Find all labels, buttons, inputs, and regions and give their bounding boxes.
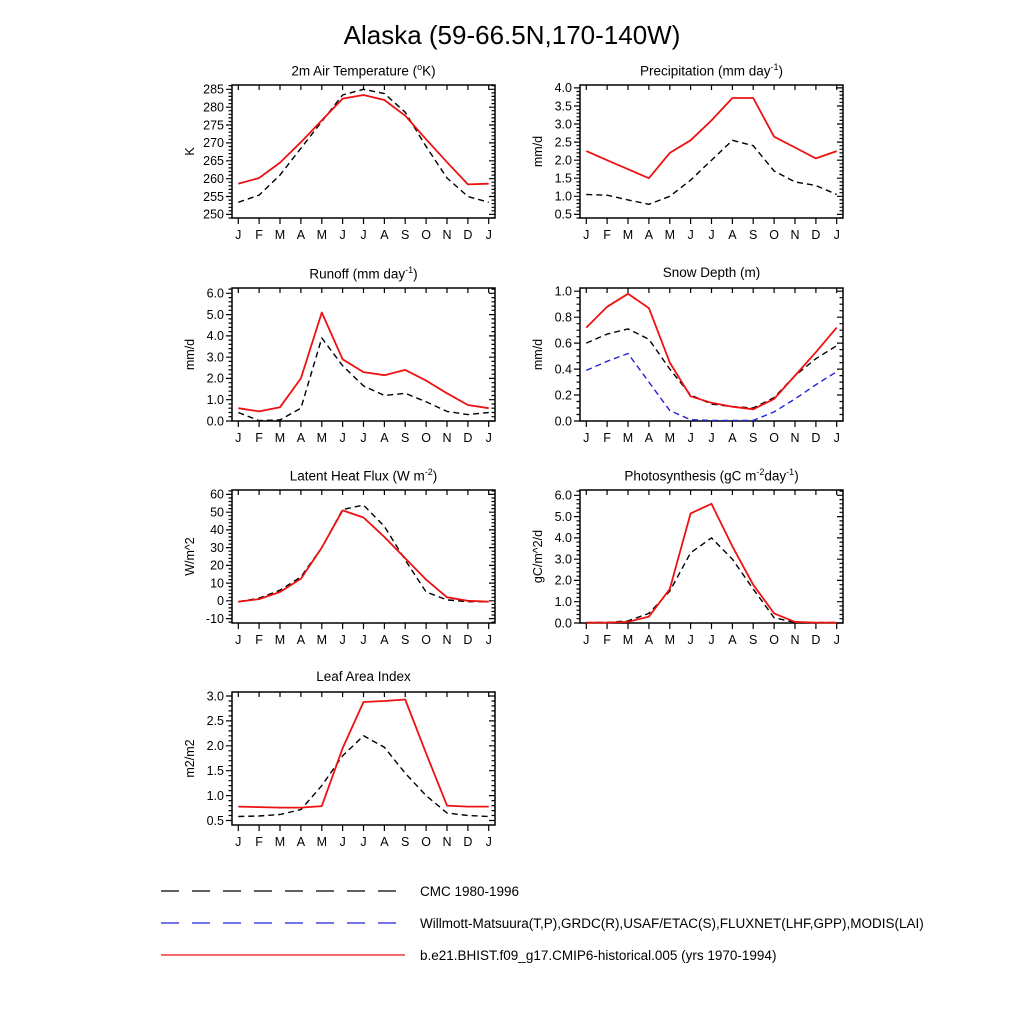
svg-text:J: J [708,431,715,445]
svg-text:A: A [644,228,654,242]
svg-text:J: J [235,228,242,242]
svg-text:0.2: 0.2 [554,388,572,403]
leaf-area-index-chart [176,684,510,858]
svg-text:A: A [728,431,737,445]
panel-latent-heat-flux [176,456,510,656]
svg-text:O: O [769,431,779,445]
y-axis-label: mm/d [531,135,545,168]
svg-text:S: S [401,228,410,242]
svg-text:M: M [622,228,634,242]
runoff-chart [176,280,510,454]
svg-text:F: F [255,633,263,647]
photosynthesis-chart [524,482,858,656]
svg-text:M: M [274,228,286,242]
svg-text:N: N [790,431,800,445]
panel-title: Snow Depth (m) [662,265,761,280]
svg-text:2.0: 2.0 [206,371,224,386]
svg-text:F: F [603,633,611,647]
svg-text:M: M [664,228,676,242]
svg-text:J: J [833,431,840,445]
svg-text:50: 50 [210,505,224,520]
svg-text:S: S [749,431,758,445]
svg-text:J: J [339,228,346,242]
svg-text:N: N [790,228,800,242]
svg-text:1.5: 1.5 [206,764,224,778]
svg-text:1.5: 1.5 [554,171,572,186]
svg-text:A: A [296,835,306,849]
svg-text:J: J [235,835,242,849]
svg-text:A: A [296,228,306,242]
panel-precipitation [524,51,858,251]
svg-text:D: D [463,633,473,647]
svg-text:30: 30 [210,540,224,555]
svg-text:265: 265 [203,154,224,169]
svg-text:60: 60 [210,487,224,502]
svg-text:D: D [463,228,473,242]
svg-text:0.5: 0.5 [554,207,572,222]
svg-text:A: A [728,228,737,242]
air-temperature-chart [176,77,510,251]
svg-text:0.4: 0.4 [554,362,572,377]
svg-text:A: A [380,633,389,647]
svg-text:M: M [274,835,286,849]
svg-text:A: A [380,431,389,445]
panel-title: Precipitation (mm day$^{-1}$) [639,62,784,79]
svg-text:A: A [644,431,654,445]
svg-text:J: J [833,228,840,242]
svg-text:J: J [687,228,694,242]
svg-text:M: M [664,633,676,647]
svg-text:M: M [316,228,328,242]
svg-text:2.0: 2.0 [206,739,224,754]
svg-text:M: M [664,431,676,445]
svg-text:3.0: 3.0 [554,552,572,567]
svg-text:2.5: 2.5 [554,135,572,150]
svg-text:A: A [296,431,306,445]
svg-text:10: 10 [210,576,224,591]
svg-text:O: O [421,431,431,445]
svg-text:F: F [603,431,611,445]
y-axis-label: mm/d [531,338,545,371]
svg-text:J: J [339,431,346,445]
precipitation-chart [524,77,858,251]
panel-title: 2m Air Temperature ($^o$K) [291,62,436,79]
legend-label: CMC 1980-1996 [420,883,520,899]
svg-text:0: 0 [217,594,224,609]
legend-entry-willmott [160,914,1010,932]
panel-title: Leaf Area Index [316,669,411,684]
svg-text:N: N [442,431,452,445]
svg-text:J: J [360,835,367,849]
svg-text:D: D [463,431,473,445]
svg-text:M: M [274,431,286,445]
svg-text:0.8: 0.8 [554,310,572,325]
panel-leaf-area-index [176,658,510,858]
svg-text:0.0: 0.0 [554,616,572,631]
panel-title: Latent Heat Flux (W $m^{-2}$) [289,467,438,484]
y-axis-label: W/m^2 [183,537,197,576]
legend-label: b.e21.BHIST.f09_g17.CMIP6-historical.005 (yrs 1970-1994) [420,947,777,963]
svg-text:3.5: 3.5 [554,99,572,114]
svg-text:S: S [749,228,758,242]
svg-text:A: A [380,835,389,849]
svg-text:255: 255 [203,189,224,204]
svg-text:1.0: 1.0 [554,284,572,299]
svg-text:1.0: 1.0 [206,788,224,803]
svg-text:F: F [255,431,263,445]
svg-text:J: J [708,633,715,647]
svg-text:1.0: 1.0 [554,189,572,204]
svg-text:N: N [442,633,452,647]
svg-text:J: J [360,633,367,647]
svg-text:2.0: 2.0 [554,573,572,588]
svg-text:J: J [687,633,694,647]
legend-line-dashed-black [160,882,406,900]
svg-text:O: O [769,633,779,647]
svg-text:D: D [811,228,821,242]
svg-text:3.0: 3.0 [554,117,572,132]
legend-entry-cmc [160,882,1010,900]
svg-text:O: O [769,228,779,242]
svg-text:J: J [833,633,840,647]
svg-text:J: J [687,431,694,445]
svg-text:N: N [442,835,452,849]
svg-text:J: J [583,431,590,445]
svg-text:F: F [603,228,611,242]
svg-text:M: M [622,633,634,647]
svg-text:0.6: 0.6 [554,336,572,351]
y-axis-label: m2/m2 [183,739,197,778]
svg-text:J: J [235,431,242,445]
svg-text:A: A [380,228,389,242]
svg-text:M: M [622,431,634,445]
legend-entry-model [160,946,1010,964]
svg-text:S: S [401,835,410,849]
figure-title: Alaska (59-66.5N,170-140W) [343,20,681,50]
svg-text:O: O [421,633,431,647]
svg-text:4.0: 4.0 [554,531,572,546]
svg-text:275: 275 [203,118,224,133]
svg-text:D: D [811,431,821,445]
svg-text:3.0: 3.0 [206,350,224,365]
svg-text:D: D [463,835,473,849]
svg-text:A: A [728,633,737,647]
legend [160,882,1010,978]
svg-text:D: D [811,633,821,647]
svg-text:J: J [485,835,492,849]
legend-line-solid-red [160,946,406,964]
panel-photosynthesis [524,456,858,656]
panel-runoff [176,254,510,454]
svg-text:N: N [790,633,800,647]
svg-text:5.0: 5.0 [206,307,224,322]
svg-text:20: 20 [210,558,224,573]
svg-text:J: J [583,633,590,647]
svg-text:270: 270 [203,136,224,151]
svg-text:J: J [339,835,346,849]
latent-heat-flux-chart [176,482,510,656]
svg-text:1.0: 1.0 [206,393,224,407]
svg-text:N: N [442,228,452,242]
svg-text:F: F [255,228,263,242]
svg-text:J: J [235,633,242,647]
svg-text:O: O [421,228,431,242]
panel-air-temperature [176,51,510,251]
svg-text:O: O [421,835,431,849]
legend-line-dashed-blue [160,914,406,932]
svg-text:J: J [583,228,590,242]
svg-text:3.0: 3.0 [206,689,224,704]
svg-text:280: 280 [203,100,224,115]
svg-text:40: 40 [210,523,224,538]
svg-text:5.0: 5.0 [554,509,572,524]
panel-title: Runoff (mm day$^{-1}$) [309,265,418,282]
svg-text:A: A [644,633,654,647]
svg-text:M: M [316,431,328,445]
svg-text:285: 285 [203,82,224,97]
svg-text:250: 250 [203,207,224,222]
svg-text:A: A [296,633,306,647]
svg-text:M: M [316,835,328,849]
svg-text:F: F [255,835,263,849]
svg-text:J: J [485,228,492,242]
svg-text:J: J [360,431,367,445]
svg-text:J: J [485,431,492,445]
snow-depth-chart [524,280,858,454]
panel-snow-depth [524,254,858,454]
svg-text:0.5: 0.5 [206,813,224,828]
legend-label: Willmott-Matsuura(T,P),GRDC(R),USAF/ETAC(S),FLUXNET(LHF,GPP),MODIS(LAI) [420,915,924,931]
svg-text:S: S [401,431,410,445]
y-axis-label: gC/m^2/d [531,529,545,584]
svg-text:2.0: 2.0 [554,153,572,168]
svg-text:1.0: 1.0 [554,595,572,609]
svg-text:-10: -10 [205,611,224,626]
svg-text:S: S [749,633,758,647]
svg-text:2.5: 2.5 [206,714,224,729]
svg-text:260: 260 [203,172,224,186]
svg-text:4.0: 4.0 [206,329,224,344]
svg-text:6.0: 6.0 [554,488,572,503]
svg-text:J: J [339,633,346,647]
svg-text:S: S [401,633,410,647]
svg-text:M: M [316,633,328,647]
svg-text:J: J [708,228,715,242]
svg-text:J: J [360,228,367,242]
svg-text:M: M [274,633,286,647]
svg-text:0.0: 0.0 [554,414,572,429]
y-axis-label: mm/d [183,338,197,371]
y-axis-label: K [183,147,197,156]
panel-title: Photosynthesis (gC $m^{-2}day^{-1}$) [624,467,799,484]
svg-text:0.0: 0.0 [206,414,224,429]
svg-text:J: J [485,633,492,647]
svg-text:6.0: 6.0 [206,286,224,301]
svg-text:4.0: 4.0 [554,81,572,96]
